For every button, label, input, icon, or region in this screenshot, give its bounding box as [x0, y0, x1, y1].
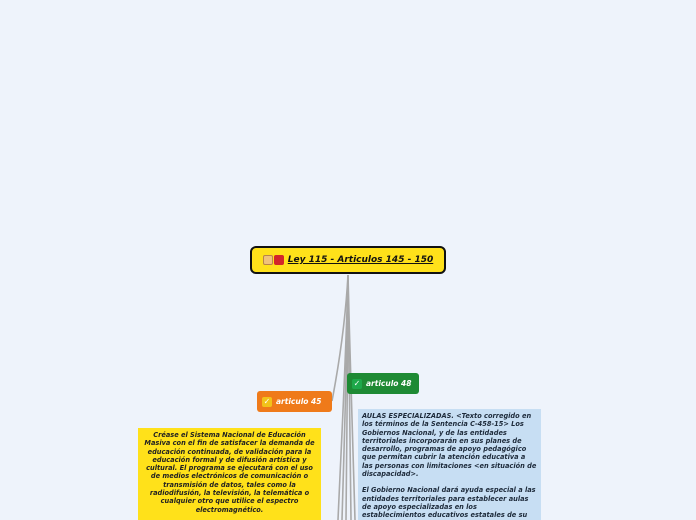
check-icon: ✓ [353, 378, 361, 388]
topic-label: articulo 45 [276, 397, 322, 406]
note-articulo-48[interactable] [358, 409, 541, 520]
book-icon [274, 255, 284, 265]
thumbs-up-icon [263, 255, 273, 265]
topic-articulo-45[interactable] [257, 391, 332, 412]
note-paragraph: AULAS ESPECIALIZADAS. <Texto corregido en los términos de la Sentencia C-458-15> Los Gobiernos Nacional, y de las entidades territoriales incorporarán en sus planes de desarrollo, programas de apoyo pedagógico que permitan cubrir la atención educativa a las personas con limitaciones <en situación de discapacidad>. [362, 412, 537, 479]
check-icon: ✓ [263, 396, 271, 406]
root-topic[interactable] [250, 246, 446, 274]
note-paragraph: El Gobierno Nacional dará ayuda especial a las entidades territoriales para establecer aulas de apoyo especializadas en los establecimientos educativos estatales de su [362, 486, 536, 520]
note-articulo-45[interactable] [138, 428, 321, 520]
root-title: Ley 115 - Articulos 145 - 150 [287, 255, 434, 265]
note-text: Créase el Sistema Nacional de Educación Masiva con el fin de satisfacer la demanda de educación continuada, de validación para la educación formal y de difusión artística y cultural. El programa se ejecutará con el uso de medios electrónicos de comunicación o transmisión de datos, tales como la radiodifusión, la televisión, la telemática o cualquier otro que utilice el espectro electromagnético. [144, 431, 315, 514]
topic-label: articulo 48 [366, 379, 412, 388]
root-icons [263, 255, 284, 265]
topic-articulo-48[interactable] [347, 373, 419, 394]
